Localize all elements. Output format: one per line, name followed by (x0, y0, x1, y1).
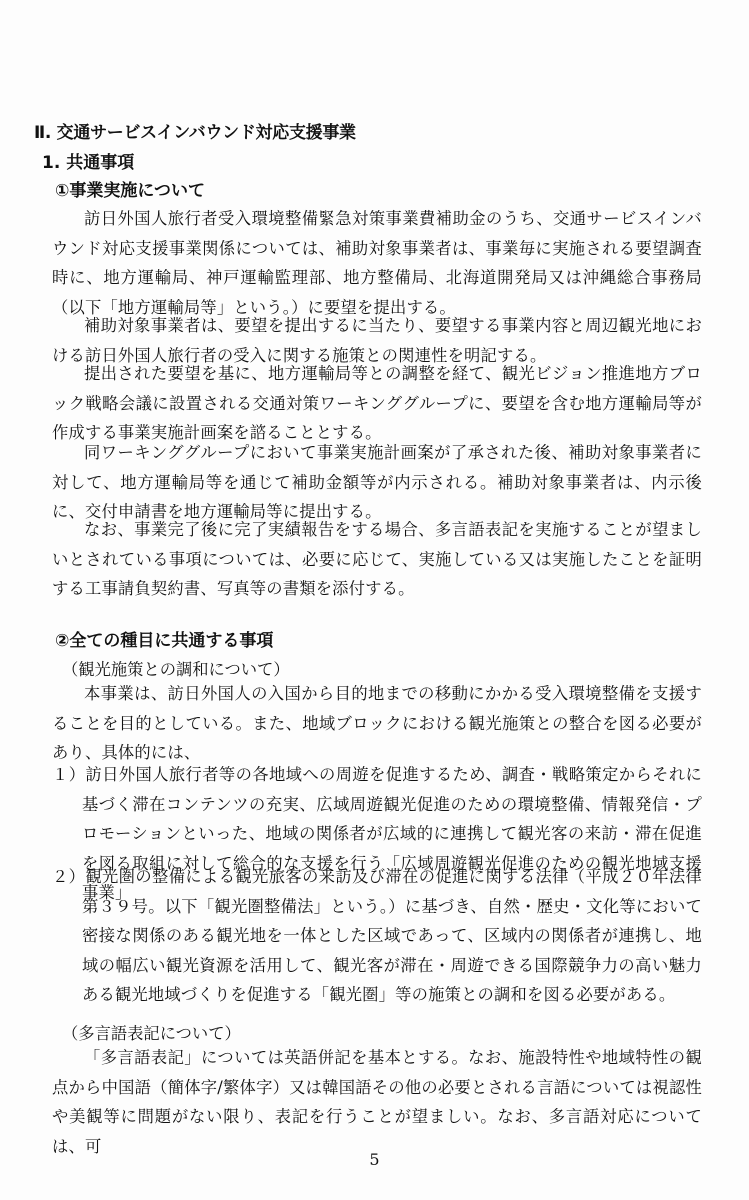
part2-intro-paragraph: 本事業は、訪日外国人の入国から目的地までの移動にかかる受入環境整備を支援することを目的としている。また、地域ブロックにおける観光施策との整合を図る必要があり、具体的には、 (52, 684, 702, 762)
part1-paragraph-2: 補助対象事業者は、要望を提出するに当たり、要望する事業内容と周辺観光地における訪日外国人旅行者の受入に関する施策との関連性を明記する。 (52, 316, 702, 365)
section-heading: Ⅱ. 交通サービスインバウンド対応支援事業 (34, 123, 356, 143)
list-item-1: １）訪日外国人旅行者等の各地域への周遊を促進するため、調査・戦略策定からそれに基づく滞在コンテンツの充実、広域周遊観光促進のための環境整備、情報発信・プロモーションといった、地域の関係者が広域的に連携して観光客の来訪・滞在促進を図る取組に対して総合的な支援を行う「広域周遊観光促進のための観光地域支援事業」 (52, 765, 702, 902)
part1-paragraph-1: 訪日外国人旅行者受入環境整備緊急対策事業費補助金のうち、交通サービスインバウンド対応支援事業関係については、補助対象事業者は、事業毎に実施される要望調査時に、地方運輸局、神戸運輸監理部、地方整備局、北海道開発局又は沖縄総合事務局（以下「地方運輸局等」という。）に要望を提出する。 (52, 209, 702, 317)
subsection-heading: 1. 共通事項 (42, 153, 135, 173)
multilingual-paragraph: 「多言語表記」については英語併記を基本とする。なお、施設特性や地域特性の観点から中国語（簡体字/繁体字）又は韓国語その他の必要とされる言語については視認性や美観等に問題がない限り、表記を行うことが望ましい。なお、多言語対応については、可 (52, 1048, 702, 1156)
part2-subheading-multilingual: （多言語表記について） (62, 1024, 241, 1043)
part1-paragraph-3: 提出された要望を基に、地方運輸局等との調整を経て、観光ビジョン推進地方ブロック戦略会議に設置される交通対策ワーキンググループに、要望を含む地方運輸局等が作成する事業実施計画案を諮ることとする。 (52, 364, 702, 442)
part2-subheading-tourism: （観光施策との調和について） (62, 660, 290, 679)
page-number: 5 (369, 1150, 380, 1169)
part2-heading: ②全ての種目に共通する事項 (55, 631, 274, 651)
part1-heading: ①事業実施について (55, 181, 206, 201)
list-item-2: ２）観光圏の整備による観光旅客の来訪及び滞在の促進に関する法律（平成２０年法律第３９号。以下「観光圏整備法」という。）に基づき、自然・歴史・文化等において密接な関係のある観光地を一体とした区域であって、区域内の関係者が連携し、地域の幅広い観光資源を活用して、観光客が滞在・周遊できる国際競争力の高い魅力ある観光地域づくりを促進する「観光圏」等の施策との調和を図る必要がある。 (52, 867, 702, 1004)
part1-paragraph-4: 同ワーキンググループにおいて事業実施計画案が了承された後、補助対象事業者に対して、地方運輸局等を通じて補助金額等が内示される。補助対象事業者は、内示後に、交付申請書を地方運輸局等に提出する。 (52, 443, 702, 521)
part1-paragraph-5: なお、事業完了後に完了実績報告をする場合、多言語表記を実施することが望ましいとされている事項については、必要に応じて、実施している又は実施したことを証明する工事請負契約書、写真等の書類を添付する。 (52, 520, 702, 598)
